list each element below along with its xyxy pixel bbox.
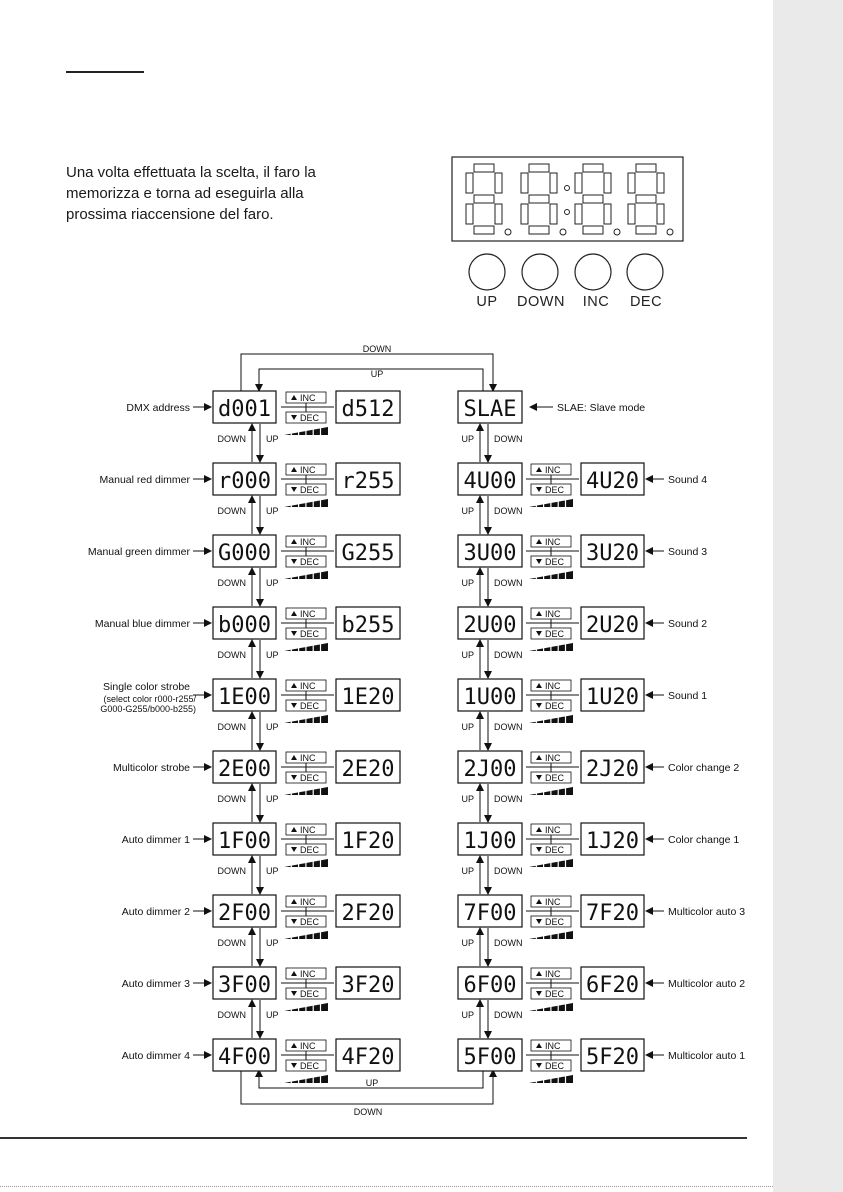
- end-value: 1U20: [586, 685, 639, 710]
- row-label: Sound 1: [668, 690, 708, 702]
- down-label: DOWN: [217, 434, 246, 444]
- up-label: UP: [461, 938, 474, 948]
- start-value: 2J00: [463, 757, 517, 782]
- start-value: 2U00: [463, 613, 517, 638]
- dec-button[interactable]: [627, 254, 663, 290]
- down-label: DOWN: [494, 866, 523, 876]
- end-value: 1F20: [341, 829, 395, 854]
- dec-label: DEC: [300, 413, 320, 423]
- end-value: 2E20: [341, 757, 395, 782]
- up-label: UP: [461, 650, 474, 660]
- row-sublabel: (select color r000-r255/: [103, 694, 196, 704]
- dec-label: DEC: [545, 629, 565, 639]
- dec-label: DEC: [545, 1061, 565, 1071]
- dec-button-label: DEC: [629, 294, 663, 310]
- up-label: UP: [266, 506, 279, 516]
- up-button-label: UP: [476, 294, 498, 310]
- left-menu-row: [122, 895, 400, 966]
- inc-label: INC: [300, 1041, 316, 1051]
- row-label: Auto dimmer 4: [121, 1050, 190, 1062]
- end-value: 1E20: [341, 685, 395, 710]
- segment: [550, 204, 557, 224]
- display-digit: [575, 164, 620, 235]
- dec-label: DEC: [545, 485, 565, 495]
- down-label: DOWN: [217, 650, 246, 660]
- decimal-dot: [667, 229, 673, 235]
- end-value: 5F20: [586, 1045, 639, 1070]
- dec-label: DEC: [300, 773, 320, 783]
- down-label: DOWN: [494, 938, 523, 948]
- up-label: UP: [461, 506, 474, 516]
- down-label: DOWN: [494, 794, 523, 804]
- end-value: 3F20: [341, 973, 395, 998]
- down-label: DOWN: [494, 434, 523, 444]
- up-label: UP: [461, 866, 474, 876]
- right-menu-row: [458, 607, 707, 678]
- segment: [657, 173, 664, 193]
- inc-label: INC: [300, 825, 316, 835]
- right-menu-row: [458, 391, 645, 462]
- display-digit: [628, 164, 673, 235]
- display-digit: [466, 164, 511, 235]
- dec-label: DEC: [300, 485, 320, 495]
- dec-label: DEC: [300, 629, 320, 639]
- end-value: 3U20: [586, 541, 639, 566]
- left-menu-row: [100, 679, 400, 750]
- start-value: 2E00: [218, 757, 271, 782]
- row-label: Multicolor auto 1: [668, 1050, 746, 1062]
- segment: [628, 204, 635, 224]
- decimal-dot: [560, 229, 566, 235]
- inc-label: INC: [545, 681, 561, 691]
- start-value: 1F00: [218, 829, 271, 854]
- left-menu-row: [113, 751, 400, 822]
- row-label: Color change 2: [668, 762, 740, 774]
- up-button[interactable]: [469, 254, 505, 290]
- start-value: 2F00: [218, 901, 271, 926]
- right-menu-row: [458, 895, 745, 966]
- dec-label: DEC: [545, 989, 565, 999]
- bottom-loop-up-label: UP: [365, 1078, 379, 1088]
- inc-label: INC: [545, 465, 561, 475]
- up-label: UP: [266, 938, 279, 948]
- start-value: r000: [218, 469, 271, 494]
- inc-label: INC: [545, 1041, 561, 1051]
- dec-label: DEC: [300, 989, 320, 999]
- up-label: UP: [266, 722, 279, 732]
- inc-label: INC: [300, 753, 316, 763]
- end-value: r255: [341, 469, 395, 494]
- start-value: 4F00: [218, 1045, 271, 1070]
- end-value: 6F20: [586, 973, 639, 998]
- down-label: DOWN: [494, 1010, 523, 1020]
- segment: [495, 204, 502, 224]
- bottom-loop-down-label: DOWN: [353, 1107, 383, 1117]
- end-value: 2J20: [586, 757, 639, 782]
- start-value: 1U00: [463, 685, 517, 710]
- start-value: 7F00: [463, 901, 517, 926]
- end-value: 4F20: [341, 1045, 395, 1070]
- row-label: DMX address: [126, 402, 190, 414]
- inc-label: INC: [300, 609, 316, 619]
- right-menu-row: [458, 535, 707, 606]
- segment: [474, 226, 494, 234]
- left-menu-row: [122, 823, 400, 894]
- up-label: UP: [461, 434, 474, 444]
- end-value: b255: [341, 613, 395, 638]
- segment: [474, 195, 494, 203]
- left-menu-row: [95, 607, 400, 678]
- up-label: UP: [266, 434, 279, 444]
- row-label: Sound 3: [668, 546, 708, 558]
- segment: [529, 164, 549, 172]
- segment: [636, 226, 656, 234]
- inc-label: INC: [300, 393, 316, 403]
- start-value: 1E00: [218, 685, 271, 710]
- segment: [529, 226, 549, 234]
- row-label: Single color strobe: [103, 681, 190, 693]
- inc-label: INC: [300, 465, 316, 475]
- dec-label: DEC: [300, 845, 320, 855]
- end-value: d512: [341, 397, 395, 422]
- segment: [466, 204, 473, 224]
- end-value: 1J20: [586, 829, 639, 854]
- up-label: UP: [266, 866, 279, 876]
- segment: [583, 164, 603, 172]
- left-menu-row: [88, 535, 400, 606]
- segment: [583, 195, 603, 203]
- top-loop: [241, 344, 493, 391]
- up-label: UP: [461, 722, 474, 732]
- start-value: 4U00: [463, 469, 517, 494]
- start-value: G000: [218, 541, 271, 566]
- up-label: UP: [266, 794, 279, 804]
- left-menu-row: [122, 1039, 400, 1084]
- dec-label: DEC: [545, 917, 565, 927]
- row-label: Sound 4: [668, 474, 708, 486]
- footer-dotted-line: [0, 1186, 773, 1189]
- row-label: SLAE: Slave mode: [557, 402, 646, 414]
- dec-label: DEC: [545, 557, 565, 567]
- down-label: DOWN: [217, 866, 246, 876]
- up-label: UP: [461, 578, 474, 588]
- segment: [636, 195, 656, 203]
- end-value: 4U20: [586, 469, 639, 494]
- right-menu-row: [458, 751, 739, 822]
- segment: [521, 204, 528, 224]
- segment: [529, 195, 549, 203]
- segment: [474, 164, 494, 172]
- end-value: G255: [341, 541, 395, 566]
- row-label: Manual blue dimmer: [94, 618, 190, 630]
- down-button[interactable]: [522, 254, 558, 290]
- intro-line: prossima riaccensione del faro.: [66, 206, 274, 223]
- right-menu-row: [458, 823, 739, 894]
- top-loop-up-label: UP: [370, 369, 384, 379]
- display-digit: [521, 164, 566, 235]
- row-label: Multicolor auto 3: [668, 906, 746, 918]
- down-label: DOWN: [217, 938, 246, 948]
- inc-label: INC: [300, 897, 316, 907]
- down-label: DOWN: [494, 578, 523, 588]
- inc-label: INC: [545, 609, 561, 619]
- start-value: 3U00: [463, 541, 517, 566]
- start-value: 6F00: [463, 973, 517, 998]
- inc-label: INC: [545, 537, 561, 547]
- segment: [495, 173, 502, 193]
- dec-label: DEC: [545, 845, 565, 855]
- display-frame: [452, 157, 683, 241]
- inc-button[interactable]: [575, 254, 611, 290]
- intro-line: memorizza e torna ad eseguirla alla: [66, 185, 304, 202]
- down-label: DOWN: [494, 506, 523, 516]
- left-menu-row: [126, 391, 400, 462]
- start-value: d001: [218, 397, 271, 422]
- inc-button-label: INC: [582, 294, 610, 310]
- start-value: 3F00: [218, 973, 271, 998]
- down-label: DOWN: [217, 578, 246, 588]
- down-button-label: DOWN: [517, 294, 565, 310]
- inc-label: INC: [300, 537, 316, 547]
- row-label: Multicolor auto 2: [668, 978, 746, 990]
- intro-line: Una volta effettuata la scelta, il faro la: [66, 164, 316, 181]
- row-label: Sound 2: [668, 618, 708, 630]
- down-label: DOWN: [217, 1010, 246, 1020]
- left-menu-row: [122, 967, 400, 1038]
- seven-segment-display: [466, 164, 673, 235]
- colon-dot: [565, 210, 570, 215]
- row-label: Auto dimmer 1: [121, 834, 190, 846]
- row-label: Multicolor strobe: [112, 762, 190, 774]
- start-value: SLAE: [463, 397, 517, 422]
- row-sublabel: G000-G255/b000-b255): [100, 704, 196, 714]
- dec-label: DEC: [300, 1061, 320, 1071]
- left-menu-row: [100, 463, 400, 534]
- decimal-dot: [614, 229, 620, 235]
- decimal-dot: [505, 229, 511, 235]
- menu-rows: [88, 391, 745, 1084]
- dec-label: DEC: [300, 701, 320, 711]
- row-label: Manual green dimmer: [87, 546, 190, 558]
- up-label: UP: [461, 794, 474, 804]
- panel-buttons: [469, 254, 663, 310]
- segment: [575, 173, 582, 193]
- inc-label: INC: [545, 969, 561, 979]
- segment: [583, 226, 603, 234]
- segment: [550, 173, 557, 193]
- end-value: 2U20: [586, 613, 639, 638]
- right-menu-row: [458, 1039, 745, 1084]
- right-menu-row: [458, 679, 707, 750]
- down-label: DOWN: [494, 650, 523, 660]
- segment: [466, 173, 473, 193]
- segment: [575, 204, 582, 224]
- segment: [604, 173, 611, 193]
- right-menu-row: [458, 967, 745, 1038]
- bottom-loop: [241, 1068, 493, 1117]
- right-menu-row: [458, 463, 707, 534]
- inc-label: INC: [545, 753, 561, 763]
- down-label: DOWN: [494, 722, 523, 732]
- colon-dot: [565, 186, 570, 191]
- row-label: Manual red dimmer: [99, 474, 190, 486]
- inc-label: INC: [545, 897, 561, 907]
- row-label: Auto dimmer 2: [121, 906, 190, 918]
- footer-rule: [0, 1137, 747, 1139]
- dec-label: DEC: [300, 557, 320, 567]
- start-value: 5F00: [463, 1045, 517, 1070]
- up-label: UP: [266, 1010, 279, 1020]
- segment: [657, 204, 664, 224]
- row-label: Color change 1: [668, 834, 740, 846]
- row-label: Auto dimmer 3: [121, 978, 190, 990]
- up-label: UP: [266, 650, 279, 660]
- down-label: DOWN: [217, 722, 246, 732]
- down-label: DOWN: [217, 506, 246, 516]
- segment: [636, 164, 656, 172]
- start-value: b000: [218, 613, 271, 638]
- inc-label: INC: [300, 681, 316, 691]
- start-value: 1J00: [463, 829, 517, 854]
- inc-label: INC: [300, 969, 316, 979]
- dec-label: DEC: [545, 773, 565, 783]
- inc-label: INC: [545, 825, 561, 835]
- dec-label: DEC: [300, 917, 320, 927]
- end-value: 7F20: [586, 901, 639, 926]
- top-loop-down-label: DOWN: [362, 344, 392, 354]
- segment: [628, 173, 635, 193]
- control-panel: [452, 157, 683, 310]
- segment: [521, 173, 528, 193]
- up-label: UP: [266, 578, 279, 588]
- dec-label: DEC: [545, 701, 565, 711]
- top-loop-down-arrow: [241, 354, 493, 391]
- segment: [604, 204, 611, 224]
- down-label: DOWN: [217, 794, 246, 804]
- up-label: UP: [461, 1010, 474, 1020]
- end-value: 2F20: [341, 901, 395, 926]
